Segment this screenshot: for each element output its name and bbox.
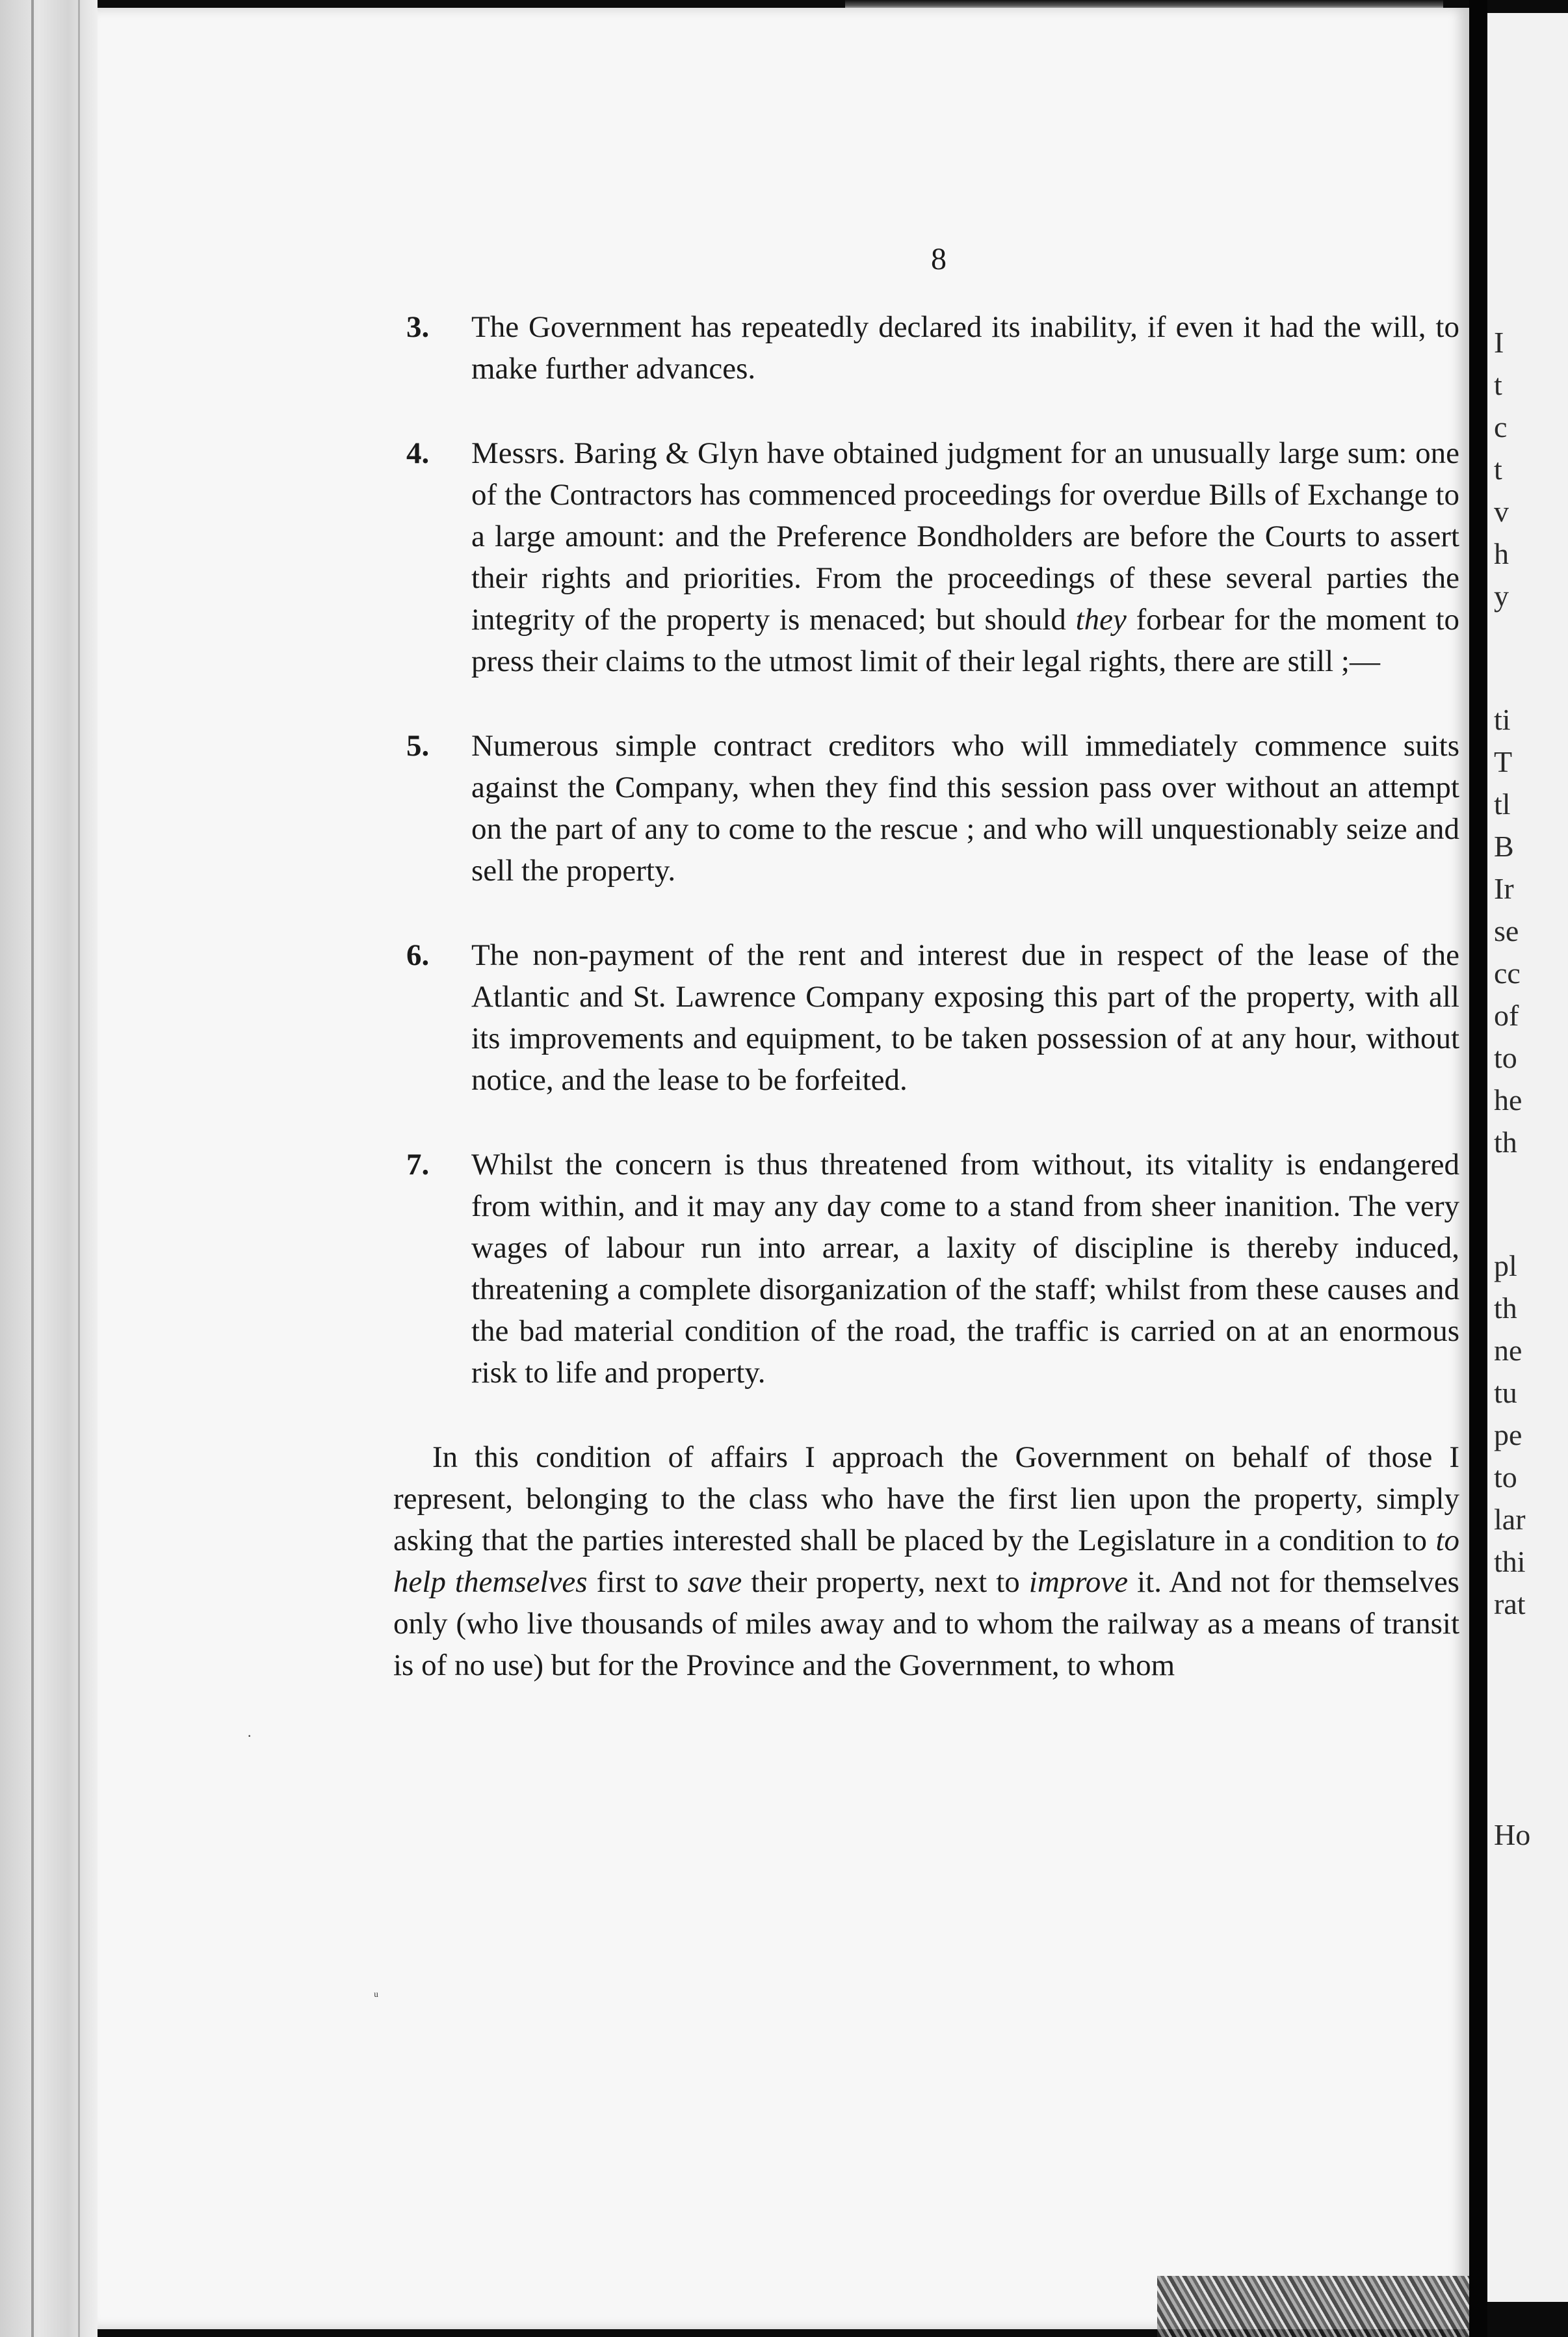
binding-groove xyxy=(78,0,80,2337)
facing-text-fragment: pl xyxy=(1494,1249,1517,1282)
facing-text-fragment: of xyxy=(1494,999,1519,1032)
list-item xyxy=(393,1144,1459,1393)
item-text: The non-payment of the rent and interest due in respect of the lease of the Atlantic and St. Lawrence Company exposing this part of the property, with all its improvements and equipment, to be taken possession of at any hour, without notice, and the lease to be forfeited. xyxy=(471,938,1459,1097)
facing-text-fragment: he xyxy=(1494,1083,1522,1116)
facing-text-fragment: to xyxy=(1494,1460,1517,1494)
facing-text-fragment: th xyxy=(1494,1291,1517,1325)
page-body xyxy=(393,239,1459,1717)
facing-text-fragment: y xyxy=(1494,579,1509,613)
item-number: 5. xyxy=(406,729,430,763)
list-item xyxy=(393,306,1459,390)
scan-artifact xyxy=(1157,2276,1469,2337)
book-gutter xyxy=(1469,0,1487,2337)
item-text: Numerous simple contract creditors who will immediately commence suits against the Company, when they find this session pass over without an attempt on the part of any to come to the rescue ; and who will unquestionably seize and sell the property. xyxy=(471,729,1459,888)
facing-text-fragment: c xyxy=(1494,410,1508,443)
item-text: The Government has repeatedly declared its inability, if even it had the will, to make further advances. xyxy=(471,310,1459,386)
document-page xyxy=(98,8,1469,2329)
facing-text-fragment: rat xyxy=(1494,1587,1526,1620)
list-item xyxy=(393,432,1459,682)
closing-emphasis: improve xyxy=(1028,1565,1129,1599)
facing-text-fragment: B xyxy=(1494,830,1514,863)
facing-text-fragment: t xyxy=(1494,368,1502,401)
closing-text: their property, next to xyxy=(742,1565,1029,1599)
facing-text-fragment: Ho xyxy=(1494,1818,1531,1851)
facing-page-strip xyxy=(1487,13,1568,2302)
facing-text-fragment: t xyxy=(1494,453,1502,486)
facing-text-fragment: th xyxy=(1494,1126,1517,1159)
facing-text-fragment: cc xyxy=(1494,957,1521,990)
closing-paragraph xyxy=(393,1436,1459,1686)
item-text-part: Messrs. Baring & Glyn have obtained judgment for an unusually large sum: one of the Contractors has commenced proceedings for overdue Bills of Exchange to a large amount: and the Preference Bondholders are before the Courts to assert their rights and priorities. From the proceedings of these several parties the integrity of the property is menaced; but should xyxy=(471,436,1459,637)
item-number: 7. xyxy=(406,1148,430,1182)
facing-text-fragment: pe xyxy=(1494,1418,1522,1451)
facing-text-fragment: to xyxy=(1494,1041,1517,1074)
item-number: 4. xyxy=(406,436,430,470)
facing-text-fragment: se xyxy=(1494,914,1519,947)
facing-text-fragment: h xyxy=(1494,537,1509,570)
facing-text-fragment: T xyxy=(1494,745,1513,778)
binding-groove xyxy=(31,0,34,2337)
page-number: 8 xyxy=(931,242,948,276)
facing-text-fragment: I xyxy=(1494,326,1504,359)
facing-text-fragment: ti xyxy=(1494,703,1511,736)
item-text-emphasis: they xyxy=(1075,603,1127,637)
closing-text: first to xyxy=(587,1565,688,1599)
facing-text-fragment: v xyxy=(1494,495,1509,528)
item-text: Whilst the concern is thus threatened from without, its vitality is endangered from within, and it may any day come to a stand from sheer inanition. The very wages of labour run into arrear, a laxity of discipline is thereby induced, threatening a complete disorganization of the staff; whilst from these causes and the bad material condition of the road, the traffic is carried on at an enormous risk to life and property. xyxy=(471,1148,1459,1390)
closing-emphasis: to help themselves xyxy=(393,1524,1459,1599)
ink-speck: · xyxy=(247,1728,252,1744)
item-text xyxy=(471,436,1459,678)
item-number: 3. xyxy=(406,310,430,344)
facing-text-fragment: lar xyxy=(1494,1503,1526,1536)
binding-shadow xyxy=(0,0,98,2337)
facing-text-fragment: thi xyxy=(1494,1545,1526,1578)
closing-emphasis: save xyxy=(687,1565,742,1599)
item-number: 6. xyxy=(406,938,430,972)
list-item xyxy=(393,725,1459,891)
facing-text-fragment: ne xyxy=(1494,1334,1522,1367)
closing-text: In this condition of affairs I approach the Government on behalf of those I represent, belonging to the class who have the first lien upon the property, simply asking that the parties interested shall be placed by the Legislature in a condition to xyxy=(393,1440,1459,1557)
list-item xyxy=(393,934,1459,1101)
facing-text-fragment: tu xyxy=(1494,1376,1517,1409)
item-text-part: forbear for the moment to press their claims to the utmost limit of their legal rights, there are still ;— xyxy=(471,603,1459,678)
ink-speck: ᵘ xyxy=(374,1988,379,2004)
facing-text-fragment: tl xyxy=(1494,787,1511,821)
closing-text: it. And not for themselves only (who live thousands of miles away and to whom the railway as a means of transit is of no use) but for the Province and the Government, to whom xyxy=(393,1565,1459,1682)
facing-text-fragment: Ir xyxy=(1494,872,1514,905)
